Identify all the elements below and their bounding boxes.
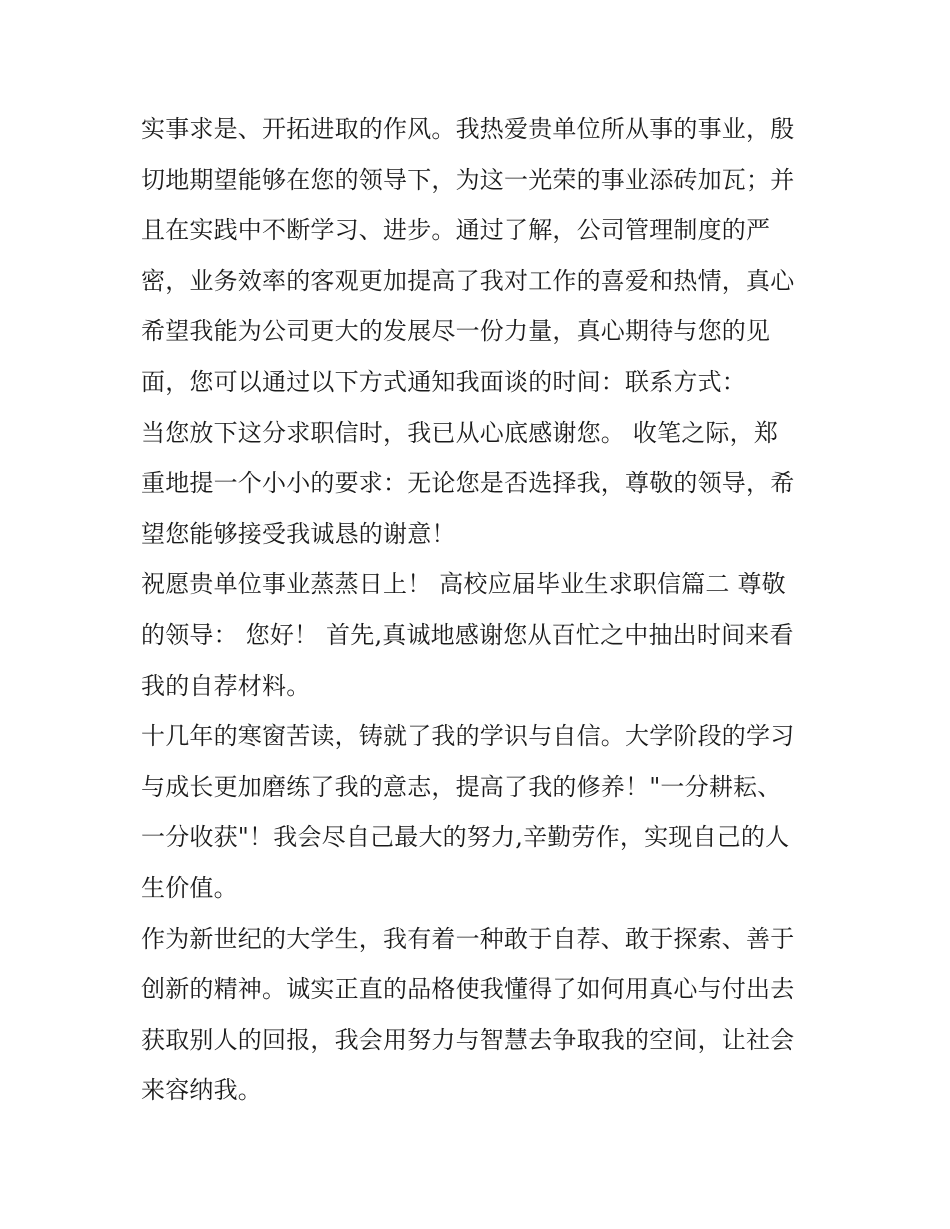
text-line: 密，业务效率的客观更加提高了我对工作的喜爱和热情，真心 <box>141 266 795 295</box>
text-line: 十几年的寒窗苦读，铸就了我的学识与自信。大学阶段的学习 <box>141 722 795 751</box>
text-line: 与成长更加磨练了我的意志，提高了我的修养！"一分耕耘、 <box>141 772 782 801</box>
text-line: 实事求是、开拓进取的作风。我热爱贵单位所从事的事业，殷 <box>141 115 795 143</box>
text-line: 来容纳我。 <box>141 1076 262 1105</box>
text-line: 切地期望能够在您的领导下，为这一光荣的事业添砖加瓦；并 <box>141 165 795 194</box>
body-text <box>141 104 813 1116</box>
text-line: 祝愿贵单位事业蒸蒸日上！ 高校应届毕业生求职信篇二 尊敬 <box>141 570 786 599</box>
text-line: 创新的精神。诚实正直的品格使我懂得了如何用真心与付出去 <box>141 975 795 1004</box>
text-line: 且在实践中不断学习、进步。通过了解，公司管理制度的严 <box>141 216 771 245</box>
text-line: 面，您可以通过以下方式通知我面谈的时间：联系方式： <box>141 367 746 396</box>
text-line: 我的自荐材料。 <box>141 671 311 700</box>
text-line: 作为新世纪的大学生，我有着一种敢于自荐、敢于探索、善于 <box>141 924 795 953</box>
text-line: 重地提一个小小的要求：无论您是否选择我，尊敬的领导，希 <box>141 469 795 498</box>
text-line: 的领导： 您好！ 首先,真诚地感谢您从百忙之中抽出时间来看 <box>141 620 794 649</box>
text-line: 望您能够接受我诚恳的谢意！ <box>141 519 456 548</box>
text-line: 一分收获"！我会尽自己最大的努力,辛勤劳作，实现自己的人 <box>141 823 790 852</box>
text-line: 当您放下这分求职信时，我已从心底感谢您。 收笔之际，郑 <box>141 418 779 447</box>
text-line: 希望我能为公司更大的发展尽一份力量，真心期待与您的见 <box>141 317 771 346</box>
text-line: 获取别人的回报，我会用努力与智慧去争取我的空间，让社会 <box>141 1025 795 1054</box>
text-line: 生价值。 <box>141 873 238 902</box>
